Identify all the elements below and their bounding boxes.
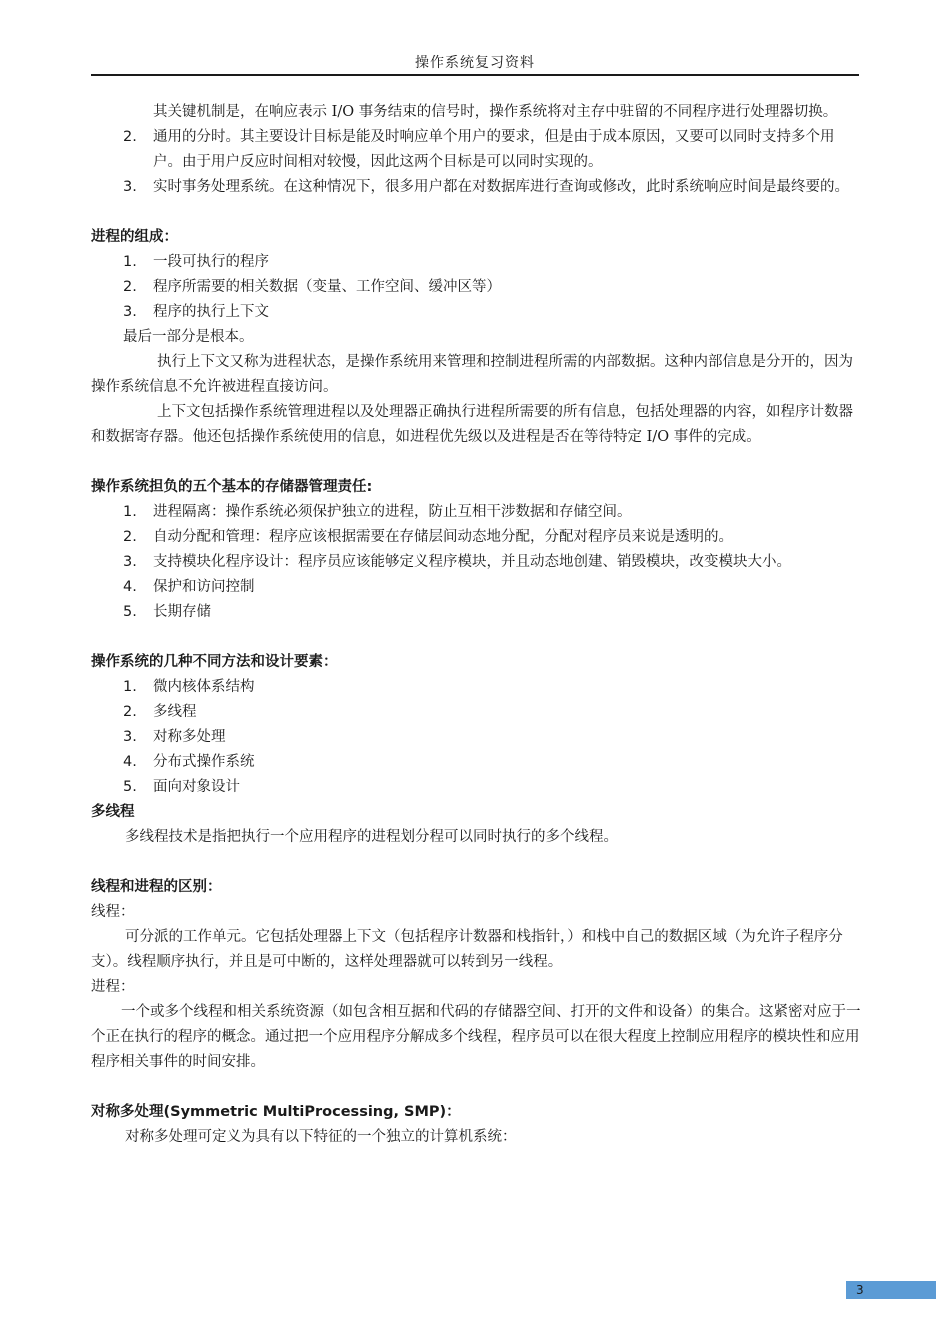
process-after-text: 最后一部分是根本。 [123, 329, 254, 345]
list-number: 3. [123, 729, 137, 745]
list-item [91, 775, 861, 800]
list-number: 4. [123, 754, 137, 770]
list-number: 2. [123, 704, 137, 720]
process-list [91, 250, 861, 325]
section-heading-design: 操作系统的几种不同方法和设计要素： [91, 654, 338, 670]
section-heading-multithread: 多线程 [91, 804, 135, 820]
list-text: 程序的执行上下文 [153, 304, 269, 320]
document-body [91, 100, 861, 1150]
list-text: 对称多处理 [153, 729, 226, 745]
list-number: 1. [123, 504, 137, 520]
list-text: 实时事务处理系统。在这种情况下，很多用户都在对数据库进行查询或修改，此时系统响应时间是最终要的。 [153, 179, 849, 195]
list-item [91, 600, 861, 625]
list-number: 2. [123, 279, 137, 295]
list-text: 面向对象设计 [153, 779, 240, 795]
spacer [91, 850, 861, 875]
list-text: 多线程 [153, 704, 197, 720]
list-item [91, 300, 861, 325]
thread-label: 线程： [91, 904, 135, 920]
list-text: 自动分配和管理：程序应该根据需要在存储层间动态地分配，分配对程序员来说是透明的。 [153, 529, 733, 545]
list-number: 3. [123, 554, 137, 570]
intro-list [91, 125, 861, 200]
list-item [91, 275, 861, 300]
spacer [91, 625, 861, 650]
list-number: 2. [123, 129, 137, 145]
list-number: 1. [123, 254, 137, 270]
list-text: 分布式操作系统 [153, 754, 255, 770]
section-heading-smp: 对称多处理(Symmetric MultiProcessing, SMP)： [91, 1104, 461, 1120]
list-item [91, 175, 861, 200]
page-number-badge: 3 [846, 1281, 936, 1299]
list-item [91, 525, 861, 550]
section-heading-memory: 操作系统担负的五个基本的存储器管理责任: [91, 479, 373, 495]
design-list [91, 675, 861, 800]
list-number: 5. [123, 779, 137, 795]
list-item [91, 700, 861, 725]
multithread-text: 多线程技术是指把执行一个应用程序的进程划分程可以同时执行的多个线程。 [125, 829, 618, 845]
process-paragraph-2: 上下文包括操作系统管理进程以及处理器正确执行进程所需要的所有信息，包括处理器的内容，如程序计数器和数据寄存器。他还包括操作系统使用的信息，如进程优先级以及进程是否在等待特定 I/O 事件的完成。 [91, 404, 853, 445]
list-item [91, 725, 861, 750]
memory-list [91, 500, 861, 625]
process-label: 进程： [91, 979, 135, 995]
list-text: 一段可执行的程序 [153, 254, 269, 270]
smp-text: 对称多处理可定义为具有以下特征的一个独立的计算机系统： [125, 1129, 517, 1145]
section-heading-process: 进程的组成： [91, 229, 178, 245]
list-number: 1. [123, 679, 137, 695]
list-item [91, 550, 861, 575]
list-text: 支持模块化程序设计：程序员应该能够定义程序模块，并且动态地创建、销毁模块，改变模块大小。 [153, 554, 791, 570]
list-item [91, 675, 861, 700]
list-number: 4. [123, 579, 137, 595]
header-rule [91, 74, 859, 76]
list-text: 保护和访问控制 [153, 579, 255, 595]
list-item [91, 750, 861, 775]
list-text: 进程隔离：操作系统必须保护独立的进程，防止互相干涉数据和存储空间。 [153, 504, 632, 520]
spacer [91, 450, 861, 475]
list-text: 通用的分时。其主要设计目标是能及时响应单个用户的要求，但是由于成本原因，又要可以同时支持多个用户。由于用户反应时间相对较慢，因此这两个目标是可以同时实现的。 [153, 129, 835, 170]
list-number: 3. [123, 179, 137, 195]
list-number: 5. [123, 604, 137, 620]
list-item [91, 500, 861, 525]
list-number: 2. [123, 529, 137, 545]
section-heading-thread-vs-process: 线程和进程的区别： [91, 879, 222, 895]
spacer [91, 1075, 861, 1100]
list-item [91, 575, 861, 600]
thread-text: 可分派的工作单元。它包括处理器上下文（包括程序计数器和栈指针，）和栈中自己的数据区域（为允许子程序分支）。线程顺序执行，并且是可中断的，这样处理器就可以转到另一线程。 [91, 929, 843, 970]
list-item [91, 125, 861, 175]
list-text: 长期存储 [153, 604, 211, 620]
intro-continuation: 其关键机制是，在响应表示 I/O 事务结束的信号时，操作系统将对主存中驻留的不同程序进行处理器切换。 [153, 104, 838, 120]
list-text: 程序所需要的相关数据（变量、工作空间、缓冲区等） [153, 279, 501, 295]
page-header-title: 操作系统复习资料 [415, 55, 535, 71]
list-text: 微内核体系结构 [153, 679, 255, 695]
list-item [91, 250, 861, 275]
process-paragraph-1: 执行上下文又称为进程状态，是操作系统用来管理和控制进程所需的内部数据。这种内部信息是分开的，因为操作系统信息不允许被进程直接访问。 [91, 354, 853, 395]
spacer [91, 200, 861, 225]
process-text: 一个或多个线程和相关系统资源（如包含相互据和代码的存储器空间、打开的文件和设备）的集合。这紧密对应于一个正在执行的程序的概念。通过把一个应用程序分解成多个线程，程序员可以在很大程度上控制应用程序的模块性和应用程序相关事件的时间安排。 [91, 1004, 861, 1070]
list-number: 3. [123, 304, 137, 320]
